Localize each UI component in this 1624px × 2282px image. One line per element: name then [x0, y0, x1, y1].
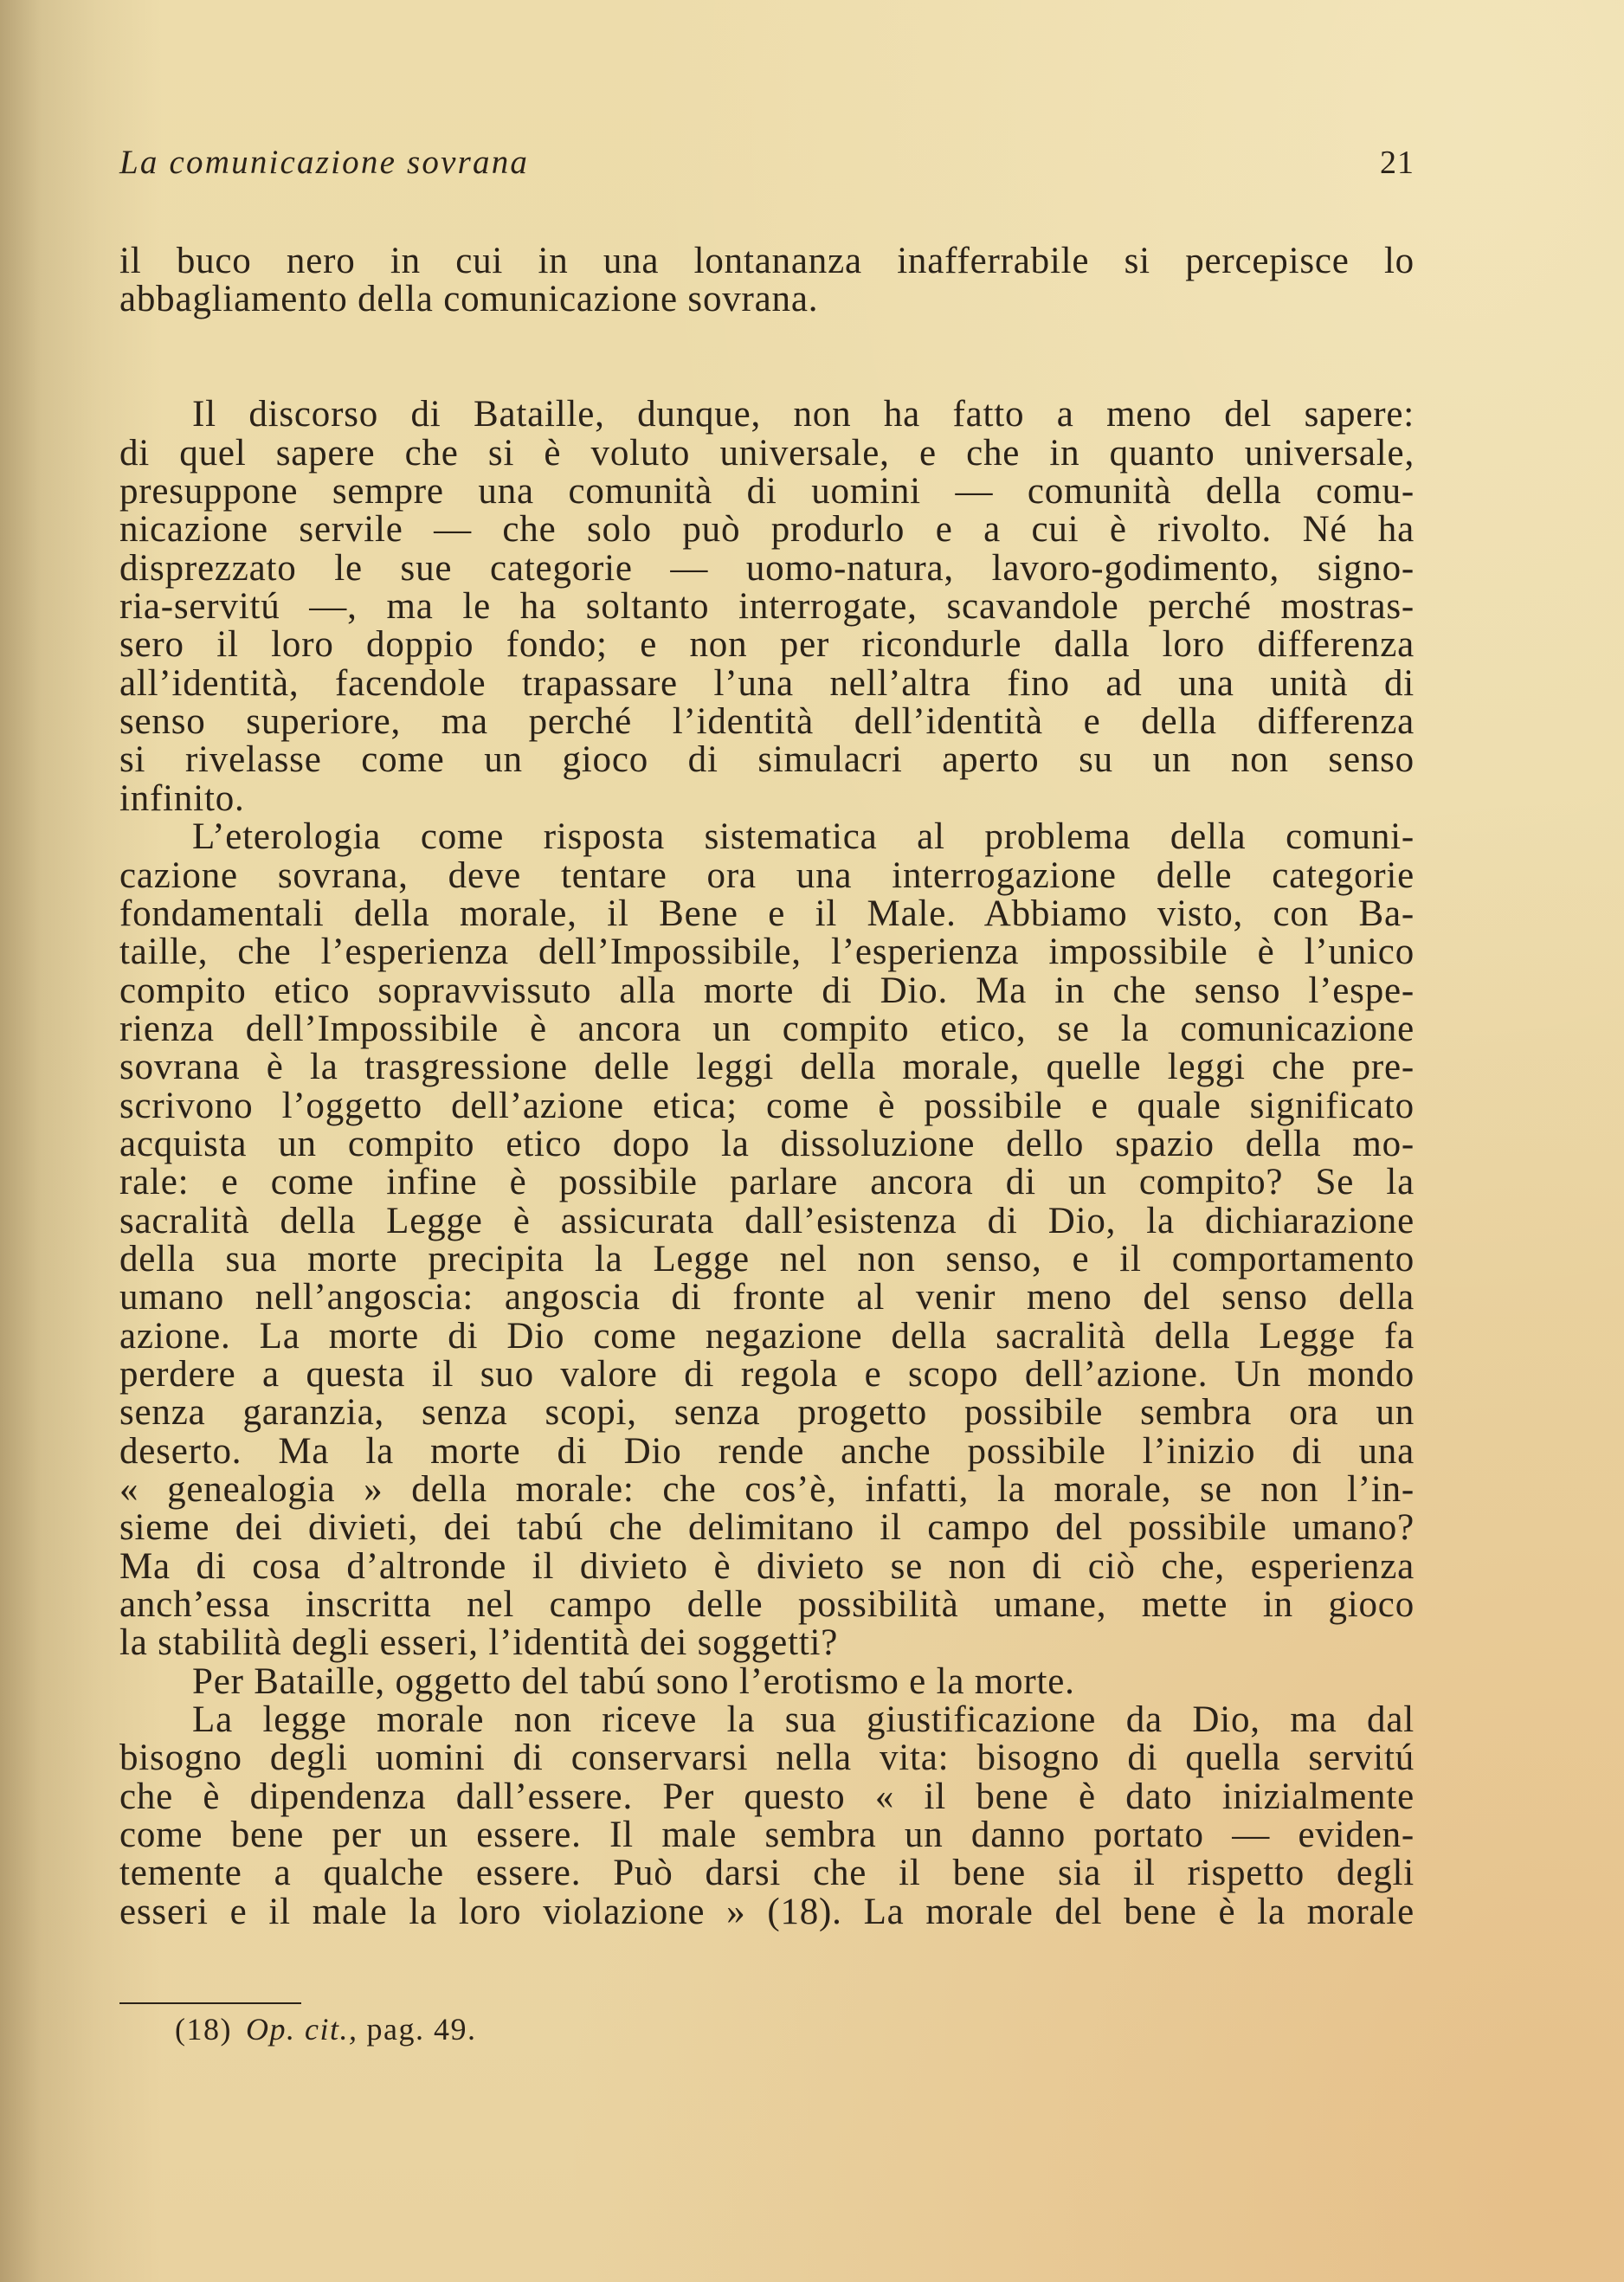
text-line: Ma di cosa d’altronde il divieto è divieto se non di ciò che, esperienza: [119, 1545, 1415, 1587]
footnote-source: Op. cit.,: [245, 2012, 358, 2047]
text-line: umano nell’angoscia: angoscia di fronte al venir meno del senso della: [119, 1277, 1415, 1318]
text-line: sieme dei divieti, dei tabú che delimitano il campo del possibile umano?: [119, 1507, 1415, 1549]
text-line: come bene per un essere. Il male sembra un danno portato — eviden-: [119, 1815, 1415, 1856]
paragraph: [119, 242, 1415, 319]
paragraph: [119, 1701, 1415, 1931]
text-line: infinito.: [119, 777, 245, 819]
text-line: la stabilità degli esseri, l’identità dei soggetti?: [119, 1622, 839, 1664]
text-line: sacralità della Legge è assicurata dall’esistenza di Dio, la dichiarazione: [119, 1200, 1415, 1241]
text-line: azione. La morte di Dio come negazione della sacralità della Legge fa: [119, 1315, 1415, 1357]
text-line: senza garanzia, senza scopi, senza progetto possibile sembra ora un: [119, 1392, 1415, 1434]
footnote-rule: [119, 2002, 301, 2004]
text-line: sovrana è la trasgressione delle leggi della morale, quelle leggi che pre-: [119, 1047, 1415, 1088]
text-line: esseri e il male la loro violazione » (18). La morale del bene è la morale: [119, 1891, 1415, 1932]
text-line: anch’essa inscritta nel campo delle possibilità umane, mette in gioco: [119, 1584, 1415, 1626]
body-text: [119, 242, 1415, 1931]
text-line: senso superiore, ma perché l’identità dell’identità e della differenza: [119, 701, 1415, 743]
text-line: all’identità, facendole trapassare l’una nell’altra fino ad una unità di: [119, 662, 1415, 704]
text-line: rienza dell’Impossibile è ancora un compito etico, se la comunicazione: [119, 1008, 1415, 1049]
text-line: di quel sapere che si è voluto universale, e che in quanto universale,: [119, 432, 1415, 474]
footnote: [175, 2010, 476, 2048]
page-header: [119, 144, 1415, 182]
footnote-page: pag. 49.: [366, 2012, 477, 2047]
text-line: che è dipendenza dall’essere. Per questo « il bene è dato inizialmente: [119, 1776, 1415, 1817]
running-title: La comunicazione sovrana: [119, 144, 530, 181]
text-line: perdere a questa il suo valore di regola e scopo dell’azione. Un mondo: [119, 1353, 1415, 1395]
paragraph: [119, 396, 1415, 818]
text-line: nicazione servile — che solo può produrlo e a cui è rivolto. Né ha: [119, 509, 1415, 551]
text-line: ria-servitú —, ma le ha soltanto interrogate, scavandole perché mostras-: [119, 586, 1415, 628]
text-line: bisogno degli uomini di conservarsi nella vita: bisogno di quella servitú: [119, 1737, 1415, 1779]
text-line: fondamentali della morale, il Bene e il Male. Abbiamo visto, con Ba-: [119, 893, 1415, 934]
text-line: cazione sovrana, deve tentare ora una interrogazione delle categorie: [119, 854, 1415, 896]
text-line: presuppone sempre una comunità di uomini — comunità della comu-: [119, 471, 1415, 512]
text-line: si rivelasse come un gioco di simulacri aperto su un non senso: [119, 739, 1415, 781]
text-line: il buco nero in cui in una lontananza inafferrabile si percepisce lo: [119, 241, 1415, 281]
text-line: La legge morale non riceve la sua giustificazione da Dio, ma dal: [192, 1699, 1415, 1741]
text-line: L’eterologia come risposta sistematica al problema della comuni-: [192, 816, 1415, 858]
text-line: temente a qualche essere. Può darsi che il bene sia il rispetto degli: [119, 1853, 1415, 1894]
text-line: sero il loro doppio fondo; e non per ricondurle dalla loro differenza: [119, 624, 1415, 666]
text-line: disprezzato le sue categorie — uomo-natura, lavoro-godimento, signo-: [119, 547, 1415, 589]
text-line: Il discorso di Bataille, dunque, non ha fatto a meno del sapere:: [192, 394, 1415, 435]
text-line: abbagliamento della comunicazione sovrana.: [119, 279, 819, 320]
text-line: della sua morte precipita la Legge nel non senso, e il comportamento: [119, 1238, 1415, 1280]
text-line: Per Bataille, oggetto del tabú sono l’erotismo e la morte.: [192, 1660, 1075, 1702]
footnote-marker: (18): [175, 2012, 232, 2047]
paragraph: [119, 1660, 1415, 1702]
text-line: « genealogia » della morale: che cos’è, infatti, la morale, se non l’in-: [119, 1469, 1415, 1510]
text-line: scrivono l’oggetto dell’azione etica; come è possibile e quale significato: [119, 1085, 1415, 1126]
text-line: acquista un compito etico dopo la dissoluzione dello spazio della mo-: [119, 1123, 1415, 1164]
text-line: compito etico sopravvissuto alla morte di Dio. Ma in che senso l’espe-: [119, 970, 1415, 1011]
paragraph: [119, 818, 1415, 1663]
text-line: rale: e come infine è possibile parlare ancora di un compito? Se la: [119, 1162, 1415, 1203]
page-number: 21: [1380, 145, 1415, 181]
text-line: taille, che l’esperienza dell’Impossibile, l’esperienza impossibile è l’unico: [119, 931, 1415, 973]
text-line: deserto. Ma la morte di Dio rende anche possibile l’inizio di una: [119, 1430, 1415, 1472]
